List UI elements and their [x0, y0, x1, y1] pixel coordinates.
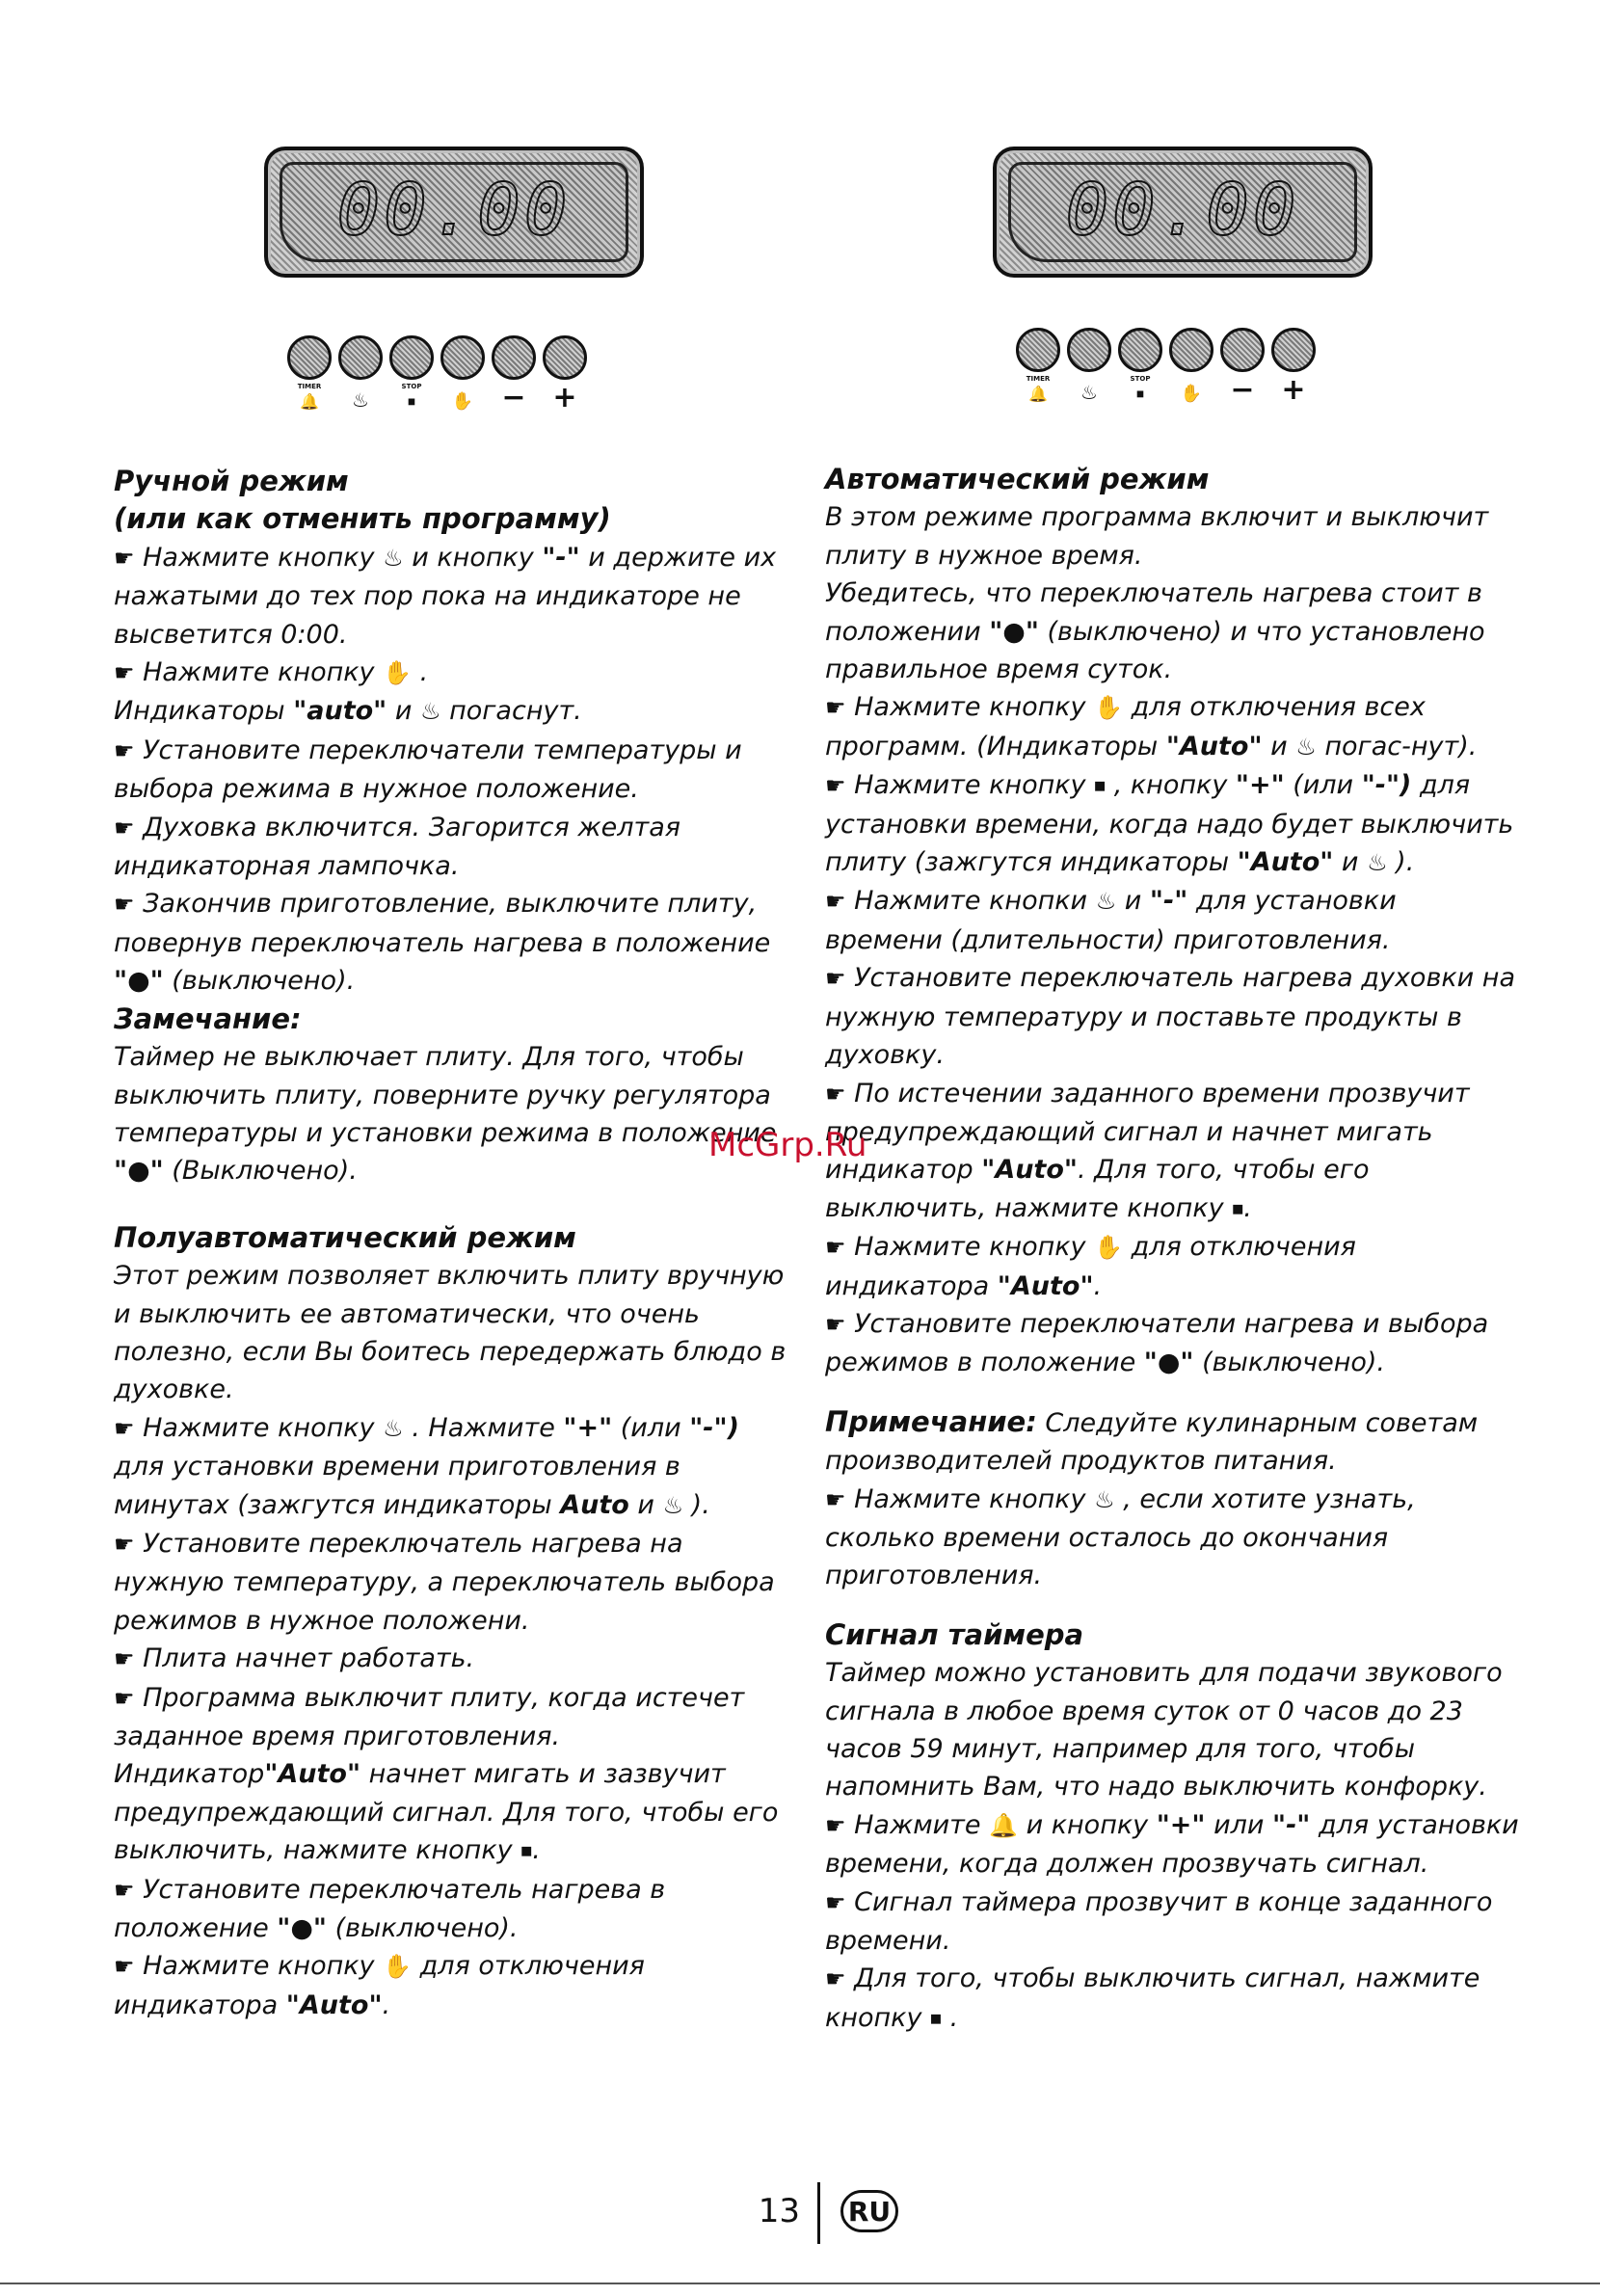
stop-pot-icon: ⏹: [1094, 772, 1107, 800]
plus-button[interactable]: [1271, 328, 1316, 372]
auto-step-3: ☛ Нажмите кнопки ♨ и "-" для установки времени (длительности) приготовления.: [825, 886, 1397, 955]
pot-icon: ♨: [1095, 888, 1117, 916]
bottom-rule: [0, 2283, 1600, 2284]
timer-step-3: ☛ Для того, чтобы выключить сигнал, нажмите кнопку ⏹ .: [825, 1963, 1480, 2033]
left-display-screen: [280, 162, 628, 262]
minus-button[interactable]: [492, 335, 536, 380]
timer-signal-title: Сигнал таймера: [825, 1617, 1084, 1651]
manual-step-4: ☛ Духовка включится. Загорится желтая индикаторная лампочка.: [114, 812, 681, 882]
note-label: Примечание:: [825, 1404, 1037, 1438]
stop-button[interactable]: [1118, 328, 1162, 372]
manual-step-3: ☛ Установите переключатели температуры и выбора режима в нужное положение.: [114, 734, 742, 805]
plus-label: +: [552, 381, 577, 414]
stop-pot-icon: ⏹: [520, 1837, 533, 1865]
minus-label: −: [1230, 373, 1255, 407]
hand-icon: ✋: [1180, 384, 1203, 404]
manual-subtitle: (или как отменить программу): [114, 502, 611, 536]
pointer-icon: ☛: [114, 1684, 135, 1712]
cook-label: [1067, 376, 1111, 409]
watermark: McGrp.Ru: [708, 1126, 867, 1164]
bell-icon: 🔔: [989, 1811, 1018, 1839]
pointer-icon: ☛: [114, 544, 135, 572]
auto-step-6: ☛ Нажмите кнопку ✋ для отключения индикатора "Auto".: [825, 1232, 1356, 1301]
hand-icon: ✋: [383, 1953, 413, 1981]
stop-pot-icon: ⏹: [407, 392, 415, 411]
pointer-icon: ☛: [825, 1888, 846, 1916]
semi-step-3: ☛ Плита начнет работать.: [114, 1643, 475, 1674]
pointer-icon: ☛: [114, 1530, 135, 1558]
bell-icon: 🔔: [300, 392, 319, 411]
pointer-icon: ☛: [114, 1876, 135, 1904]
pointer-icon: ☛: [114, 659, 135, 687]
pointer-icon: ☛: [114, 1645, 135, 1673]
auto-intro: В этом режиме программа включит и выключит плиту в нужное время.: [825, 502, 1489, 571]
pot-icon: ♨: [383, 544, 404, 572]
manual-indicators: Индикаторы "auto" и ♨ погаснут.: [114, 696, 582, 727]
pointer-icon: ☛: [825, 1310, 846, 1338]
auto-step-1: ☛ Нажмите кнопку ✋ для отключения всех программ. (Индикаторы "Auto" и ♨ погас-нут).: [825, 692, 1478, 761]
auto-step-7: ☛ Установите переключатели нагрева и выбора режимов в положение "●" (выключено).: [825, 1308, 1489, 1378]
auto-title: Автоматический режим: [825, 463, 1210, 495]
timer-button[interactable]: [287, 335, 332, 380]
page-number: 13: [758, 2192, 800, 2230]
timer-label: TIMER 🔔: [297, 383, 322, 411]
pointer-icon: ☛: [114, 736, 135, 764]
auto-step-5: ☛ По истечении заданного времени прозвучит предупреждающий сигнал и начнет мигать индикатор "Auto". Для того, чтобы его выключить, нажмите кнопку ⏹.: [825, 1078, 1470, 1223]
pot-icon: ♨: [383, 1414, 404, 1442]
pointer-icon: ☛: [825, 694, 846, 722]
hand-icon: ✋: [451, 391, 474, 412]
pointer-icon: ☛: [825, 1080, 846, 1108]
left-button-labels: [287, 381, 587, 416]
right-button-labels: [1016, 373, 1316, 409]
pointer-icon: ☛: [825, 1485, 846, 1513]
left-display-value: 00.00: [336, 169, 572, 252]
semi-indicator: Индикатор"Auto" начнет мигать и зазвучит предупреждающий сигнал. Для того, чтобы его выключить, нажмите кнопку ⏹.: [114, 1759, 779, 1866]
pot-icon: ♨: [1094, 1485, 1115, 1513]
auto-check: Убедитесь, что переключатель нагрева стоит в положении "●" (выключено) и что установлено правильное время суток.: [825, 578, 1485, 685]
note-title: Замечание:: [114, 1001, 302, 1035]
pointer-icon: ☛: [825, 1234, 846, 1262]
timer-step-2: ☛ Сигнал таймера прозвучит в конце заданного времени.: [825, 1886, 1493, 1957]
bell-icon: 🔔: [1028, 385, 1048, 403]
cook-label: [338, 384, 383, 416]
semi-auto-intro: Этот режим позволяет включить плиту вручную и выключить ее автоматически, что очень полезно, если Вы боитесь передержать блюдо в духовке.: [114, 1261, 787, 1405]
hand-icon: ✋: [383, 659, 413, 687]
right-display-screen: [1008, 162, 1357, 262]
pot-icon: ♨: [352, 388, 369, 412]
pointer-icon: ☛: [114, 814, 135, 841]
minus-button[interactable]: [1220, 328, 1265, 372]
pointer-icon: ☛: [114, 1414, 135, 1442]
plus-button[interactable]: [543, 335, 587, 380]
left-display: [264, 147, 644, 278]
note-text: Таймер не выключает плиту. Для того, чтобы выключить плиту, поверните ручку регулятора температуры и установки режима в положение "●" (Выключено).: [114, 1042, 777, 1187]
pot-icon: ♨: [1367, 849, 1388, 877]
pot-icon: ♨: [1080, 381, 1098, 404]
manual-button[interactable]: [1169, 328, 1213, 372]
minus-label: −: [501, 381, 526, 414]
pointer-icon: ☛: [825, 1811, 846, 1839]
timer-button[interactable]: [1016, 328, 1060, 372]
semi-step-5: ☛ Установите переключатель нагрева в положение "●" (выключено).: [114, 1874, 666, 1944]
pot-icon: ♨: [1295, 733, 1317, 761]
pointer-icon: ☛: [825, 772, 846, 800]
right-column: [825, 461, 1519, 2038]
right-button-row: [1016, 328, 1316, 372]
cook-time-button[interactable]: [1067, 328, 1111, 372]
pointer-icon: ☛: [825, 1965, 846, 1993]
plus-label: +: [1281, 373, 1306, 407]
footer-divider: [817, 2182, 820, 2244]
left-column: [114, 463, 788, 2024]
timer-label: TIMER 🔔: [1026, 375, 1051, 403]
timer-intro: Таймер можно установить для подачи звукового сигнала в любое время суток от 0 часов до 23 часов 59 минут, например для того, чтобы напомнить Вам, что надо выключить конфорку.: [825, 1658, 1503, 1802]
note-step-1: ☛ Нажмите кнопку ♨ , если хотите узнать, сколько времени осталось до окончания приготовления.: [825, 1483, 1416, 1591]
stop-pot-icon: ⏹: [930, 2004, 943, 2032]
manual-button[interactable]: [440, 335, 485, 380]
semi-step-2: ☛ Установите переключатель нагрева на нужную температуру, а переключатель выбора режимов в нужное положени.: [114, 1528, 775, 1636]
auto-step-4: ☛ Установите переключатель нагрева духовки на нужную температуру и поставьте продукты в духовку.: [825, 963, 1515, 1071]
manual-step-1: ☛ Нажмите кнопку ♨ и кнопку "-" и держите их нажатыми до тех пор пока на индикаторе не высветится 0:00.: [114, 542, 777, 650]
language-badge: RU: [840, 2190, 898, 2232]
semi-step-6: ☛ Нажмите кнопку ✋ для отключения индикатора "Auto".: [114, 1951, 645, 2020]
cook-time-button[interactable]: [338, 335, 383, 380]
stop-pot-icon: ⏹: [1232, 1194, 1244, 1222]
pointer-icon: ☛: [825, 888, 846, 916]
manual-step-2: ☛ Нажмите кнопку ✋ .: [114, 657, 429, 688]
manual-step-5: ☛ Закончив приготовление, выключите плиту, повернув переключатель нагрева в положение "●" (выключено).: [114, 889, 771, 997]
pointer-icon: ☛: [825, 965, 846, 993]
auto-step-2: ☛ Нажмите кнопку ⏹ , кнопку "+" (или "-") для установки времени, когда надо будет выключить плиту (зажгутся индикаторы "Auto" и ♨ ).: [825, 770, 1514, 878]
stop-label: STOP ⏹: [401, 383, 422, 411]
stop-pot-icon: ⏹: [1135, 385, 1144, 403]
hand-icon: ✋: [1094, 1234, 1124, 1262]
pointer-icon: ☛: [114, 1953, 135, 1981]
hand-label: [1169, 376, 1213, 409]
pot-icon: ♨: [419, 698, 441, 726]
hand-icon: ✋: [1094, 694, 1124, 722]
timer-step-1: ☛ Нажмите 🔔 и кнопку "+" или "-" для установки времени, когда должен прозвучать сигнал.: [825, 1809, 1519, 1880]
stop-label: STOP ⏹: [1130, 375, 1151, 403]
semi-step-1: ☛ Нажмите кнопку ♨ . Нажмите "+" (или "-") для установки времени приготовления в минутах (зажгутся индикаторы Auto и ♨ ).: [114, 1412, 739, 1520]
manual-title: Ручной режим: [114, 465, 349, 497]
note-paragraph: Примечание: Следуйте кулинарным советам производителей продуктов питания.: [825, 1404, 1479, 1477]
hand-label: [440, 384, 485, 416]
left-button-row: [287, 335, 587, 380]
right-display-value: 00.00: [1065, 169, 1300, 252]
semi-step-4: ☛ Программа выключит плиту, когда истечет заданное время приготовления.: [114, 1682, 745, 1751]
pot-icon: ♨: [662, 1491, 684, 1519]
pointer-icon: ☛: [114, 891, 135, 919]
right-display: [993, 147, 1373, 278]
semi-auto-title: Полуавтоматический режим: [114, 1220, 576, 1254]
stop-button[interactable]: [389, 335, 434, 380]
